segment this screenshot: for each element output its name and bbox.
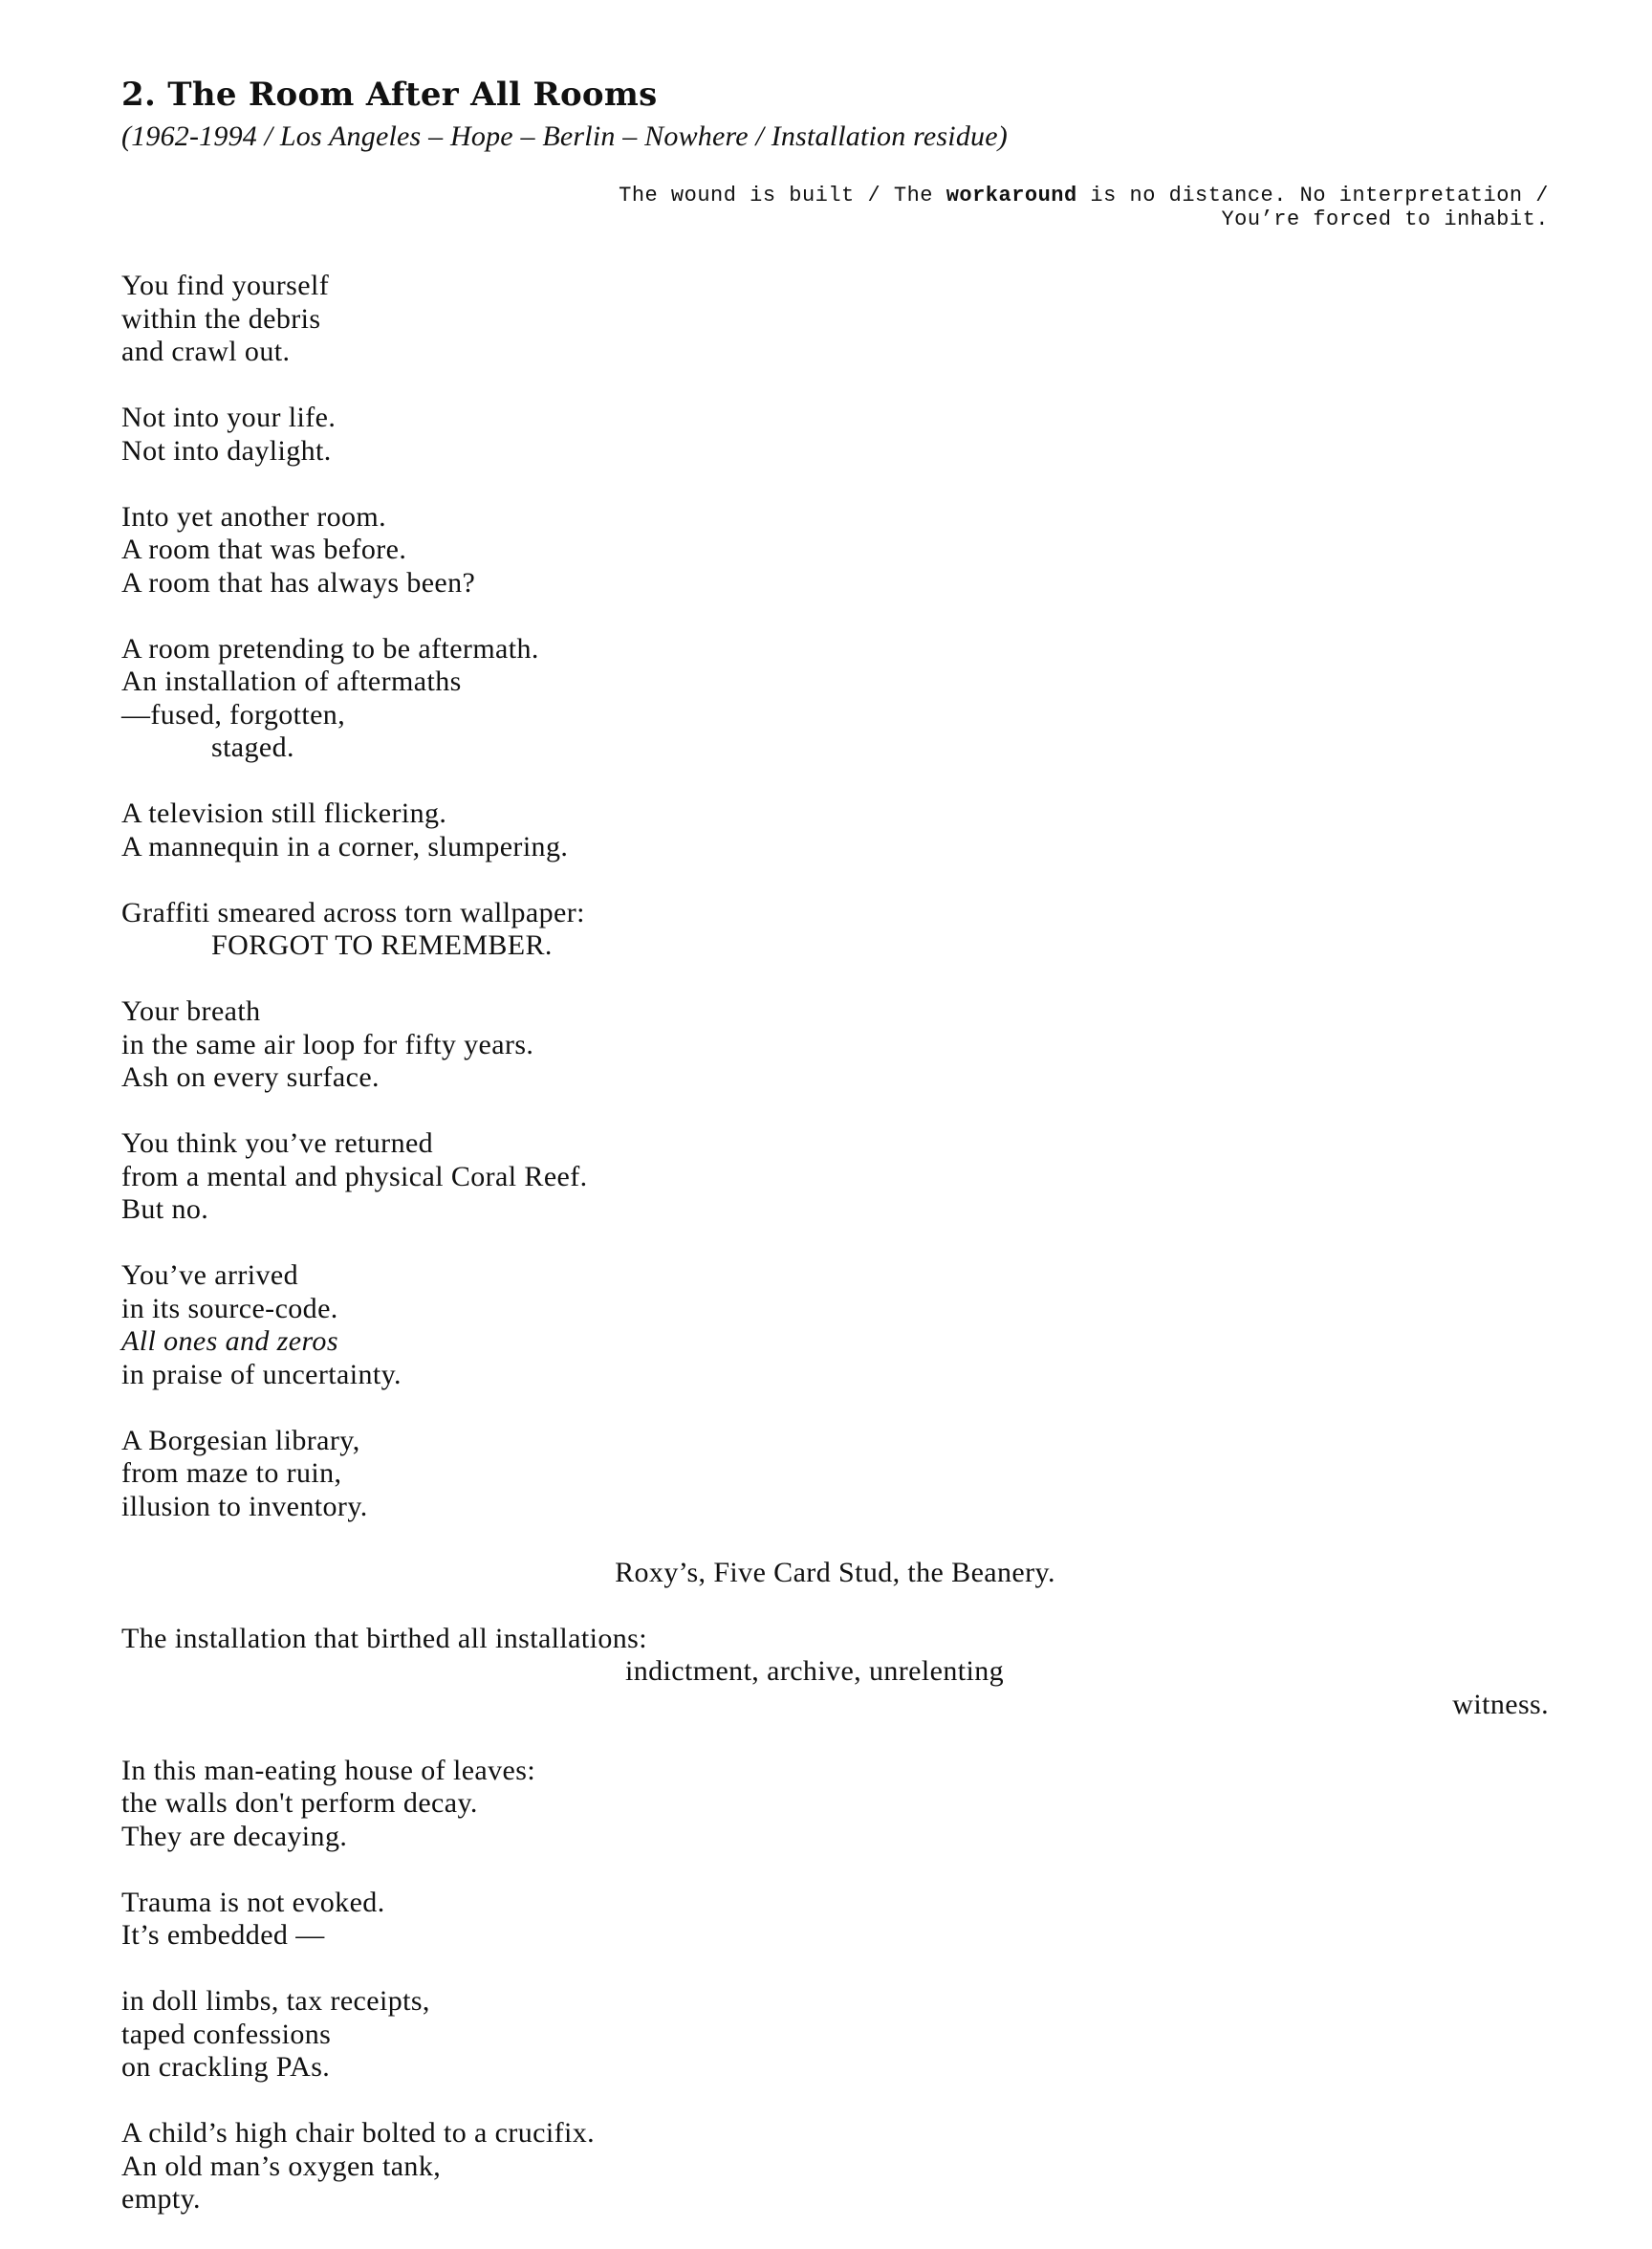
section-subtitle: (1962-1994 / Los Angeles – Hope – Berlin – Nowhere / Installation residue) [121,120,1008,152]
poem-line: illusion to inventory. [121,1490,368,1522]
stanza-12 [121,1623,1549,1722]
poem-line: in its source-code. [121,1292,338,1324]
poem-line: A Borgesian library, [121,1424,360,1456]
poem-line: A mannequin in a corner, slumpering. [121,830,569,862]
poem-line: from maze to ruin, [121,1457,342,1489]
poem-line: Ash on every surface. [121,1061,380,1093]
stanza-5 [121,797,1549,863]
stanza-3 [121,501,1549,600]
poem-line-mid: indictment, archive, unrelenting [625,1655,1005,1687]
poem-body [121,270,1549,2216]
poem-line: —fused, forgotten, [121,698,346,731]
poem-line: Your breath [121,995,261,1027]
poem-line-italic: All ones and zeros [121,1325,338,1357]
poem-line: A child’s high chair bolted to a crucifix. [121,2117,596,2149]
poem-line: A room pretending to be aftermath. [121,632,539,665]
stanza-4 [121,633,1549,765]
poem-line: Not into daylight. [121,434,332,467]
poem-line: from a mental and physical Coral Reef. [121,1160,588,1192]
poem-line: in the same air loop for fifty years. [121,1028,534,1060]
graffiti-line: FORGOT TO REMEMBER. [211,929,553,961]
poem-line: and crawl out. [121,336,291,367]
poem-line: But no. [121,1193,209,1225]
poem-line: The installation that birthed all installations: [121,1622,647,1654]
stanza-8 [121,1127,1549,1227]
poem-line: A room that was before. [121,534,407,565]
stanza-1 [121,270,1549,369]
poem-line-centered: Roxy’s, Five Card Stud, the Beanery. [615,1556,1055,1588]
stanza-13 [121,1755,1549,1854]
stanza-11 [121,1557,1549,1590]
poem-line: A room that has always been? [121,566,476,599]
epigraph [121,184,1549,231]
poem-line: in praise of uncertainty. [121,1358,402,1390]
poem-line: within the debris [121,302,321,335]
poem-line: Trauma is not evoked. [121,1886,385,1918]
poem-line: the walls don't perform decay. [121,1787,478,1819]
epigraph-line-1-start: The wound is built / The [619,184,946,207]
poem-line: taped confessions [121,2018,332,2050]
epigraph-line-1 [121,184,1549,207]
poem-line: Graffiti smeared across torn wallpaper: [121,896,585,928]
epigraph-line-1-end: is no distance. No interpretation / [1076,184,1549,207]
poem-line: They are decaying. [121,1820,348,1852]
poem-line: In this man-eating house of leaves: [121,1754,536,1786]
poem-line: empty. [121,2183,201,2215]
epigraph-bold-word: workaround [946,184,1077,207]
stanza-14 [121,1887,1549,1953]
poem-line: You’ve arrived [121,1259,299,1291]
poem-line-indented: staged. [211,731,294,763]
poem-line: You think you’ve returned [121,1127,434,1159]
stanza-15 [121,1985,1549,2085]
poem-line: in doll limbs, tax receipts, [121,1985,430,2017]
stanza-16 [121,2117,1549,2216]
poem-line: on crackling PAs. [121,2051,331,2083]
poem-line: A television still flickering. [121,797,447,829]
stanza-6 [121,897,1549,963]
document-page [121,71,1549,2249]
stanza-10 [121,1425,1549,1524]
poem-line: Not into your life. [121,402,337,433]
poem-line: An installation of aftermaths [121,666,462,697]
section-title: 2. The Room After All Rooms [121,76,658,114]
stanza-2 [121,402,1549,468]
poem-line: An old man’s oxygen tank, [121,2150,442,2182]
epigraph-line-2: You’re forced to inhabit. [1221,207,1549,231]
poem-line-right: witness. [1452,1688,1549,1720]
poem-line: You find yourself [121,270,330,301]
poem-line: Into yet another room. [121,500,387,533]
stanza-7 [121,995,1549,1095]
stanza-9 [121,1259,1549,1391]
poem-line: It’s embedded — [121,1919,325,1951]
